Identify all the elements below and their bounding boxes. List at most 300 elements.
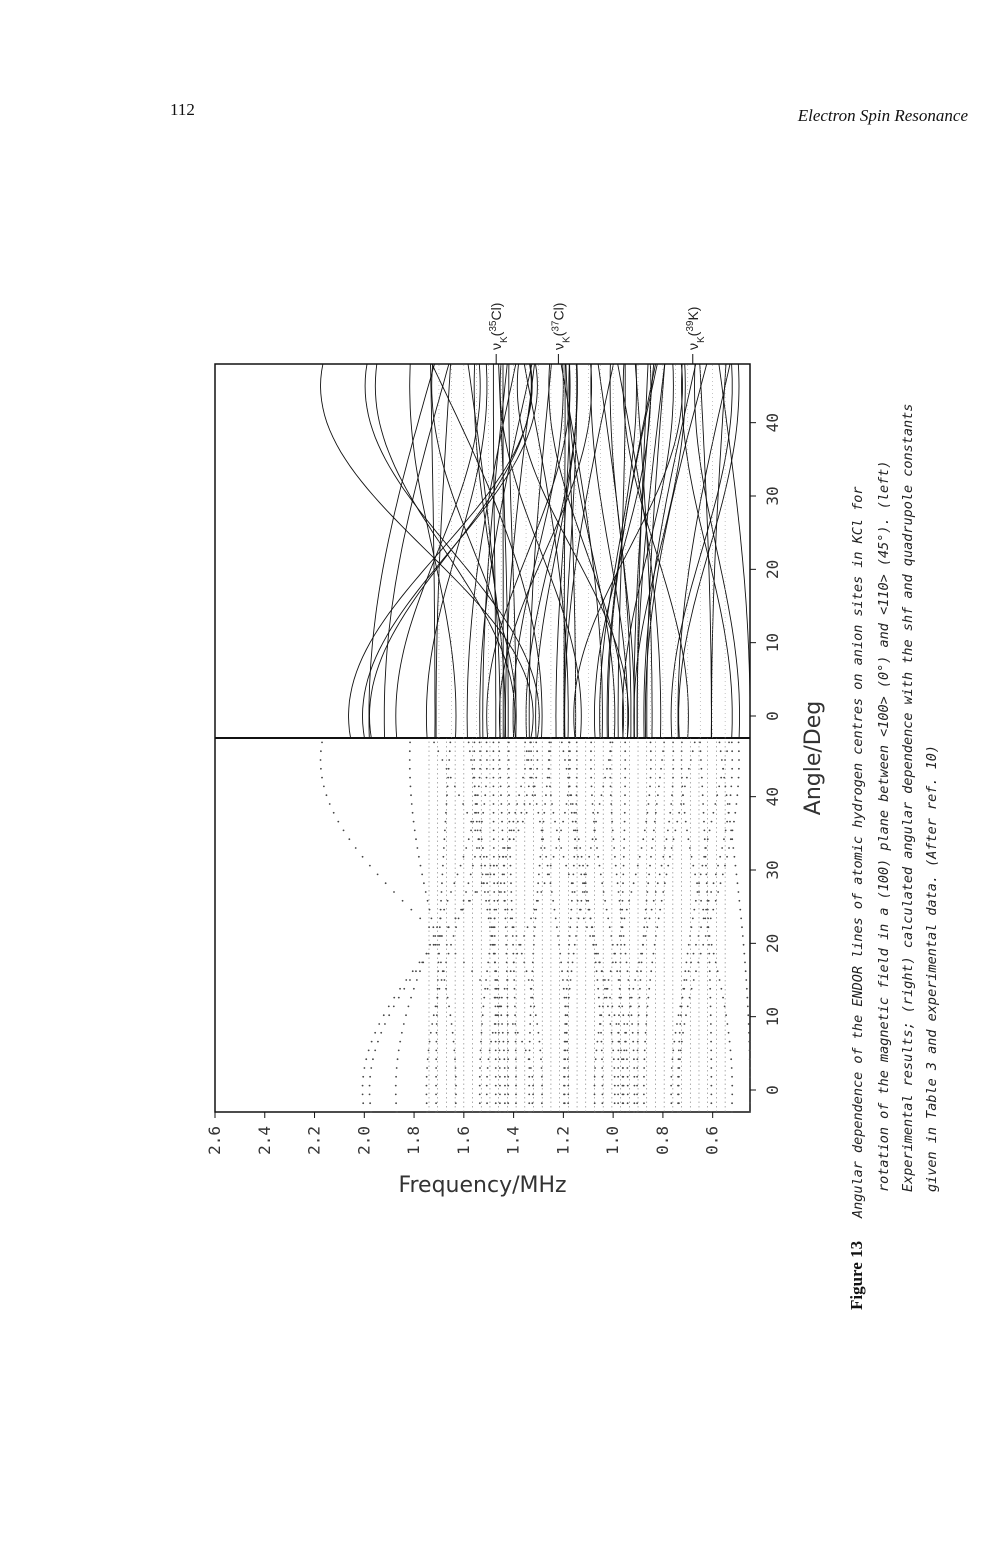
data-point (622, 874, 624, 876)
data-point (700, 900, 702, 902)
data-point (536, 750, 538, 752)
data-point (638, 962, 640, 964)
data-point (419, 962, 421, 964)
data-point (687, 838, 689, 840)
data-point (440, 909, 442, 911)
data-point (492, 1032, 494, 1034)
data-point (618, 1023, 620, 1025)
data-point (510, 882, 512, 884)
data-point (624, 750, 626, 752)
data-point (591, 794, 593, 796)
experimental-line (528, 742, 552, 1113)
data-point (607, 988, 609, 990)
data-point (579, 847, 581, 849)
data-point (517, 821, 519, 823)
data-point (535, 777, 537, 779)
data-point (669, 856, 671, 858)
data-point (719, 856, 721, 858)
data-point (529, 1041, 531, 1043)
data-point (622, 882, 624, 884)
data-point (623, 856, 625, 858)
data-point (617, 1102, 619, 1104)
data-point (554, 821, 556, 823)
data-point (548, 742, 550, 744)
data-point (610, 786, 612, 788)
data-point (622, 900, 624, 902)
data-point (486, 1102, 488, 1104)
x-axis-title: Angle/Deg (801, 700, 826, 816)
data-point (631, 997, 633, 999)
data-point (479, 1111, 481, 1113)
data-point (329, 803, 331, 805)
data-point (659, 874, 661, 876)
data-point (637, 1032, 639, 1034)
data-point (528, 1067, 530, 1069)
reference-labels (488, 303, 707, 364)
data-point (623, 935, 625, 937)
data-point (497, 900, 499, 902)
data-point (512, 944, 514, 946)
data-point (679, 1058, 681, 1060)
data-point (415, 970, 417, 972)
data-point (594, 1067, 596, 1069)
data-point (493, 821, 495, 823)
data-point (411, 803, 413, 805)
data-point (613, 1067, 615, 1069)
data-point (499, 1111, 501, 1113)
data-point (435, 1102, 437, 1104)
data-point (393, 997, 395, 999)
data-point (568, 953, 570, 955)
data-point (609, 742, 611, 744)
data-point (645, 1032, 647, 1034)
data-point (513, 970, 515, 972)
data-point (711, 821, 713, 823)
data-point (535, 742, 537, 744)
data-point (508, 759, 510, 761)
data-point (600, 874, 602, 876)
data-point (507, 1058, 509, 1060)
data-point (474, 742, 476, 744)
data-point (539, 856, 541, 858)
data-point (564, 1041, 566, 1043)
data-point (564, 812, 566, 814)
data-point (410, 794, 412, 796)
data-point (673, 1041, 675, 1043)
data-point (355, 847, 357, 849)
data-point (542, 830, 544, 832)
data-point (609, 768, 611, 770)
data-point (371, 1041, 373, 1043)
data-point (403, 1023, 405, 1025)
data-point (644, 935, 646, 937)
data-point (427, 1058, 429, 1060)
data-point (412, 970, 414, 972)
data-point (647, 882, 649, 884)
data-point (503, 874, 505, 876)
data-point (552, 900, 554, 902)
data-point (662, 856, 664, 858)
experimental-line (426, 742, 488, 1113)
data-point (478, 786, 480, 788)
y-tick-label: 1.0 (603, 1126, 623, 1155)
data-point (597, 856, 599, 858)
data-point (535, 918, 537, 920)
data-point (449, 750, 451, 752)
data-point (483, 882, 485, 884)
data-point (534, 786, 536, 788)
data-point (544, 803, 546, 805)
data-point (436, 1014, 438, 1016)
data-point (372, 1058, 374, 1060)
calculated-curve (608, 364, 655, 738)
data-point (614, 1094, 616, 1096)
data-point (401, 1032, 403, 1034)
data-point (557, 935, 559, 937)
data-point (396, 1067, 398, 1069)
data-point (472, 821, 474, 823)
data-point (703, 812, 705, 814)
data-point (599, 1006, 601, 1008)
data-point (695, 900, 697, 902)
data-point (738, 768, 740, 770)
data-point (610, 1023, 612, 1025)
data-point (396, 1111, 398, 1113)
data-point (590, 918, 592, 920)
data-point (592, 812, 594, 814)
caption-line: Experimental results; (right) calculated angular dependence with the shf and quadrupole constants (900, 403, 916, 1192)
data-point (601, 794, 603, 796)
data-point (569, 988, 571, 990)
experimental-line (719, 742, 751, 1113)
data-point (545, 794, 547, 796)
data-point (686, 962, 688, 964)
data-point (440, 962, 442, 964)
running-title: Electron Spin Resonance (797, 106, 968, 125)
data-point (608, 1014, 610, 1016)
data-point (460, 865, 462, 867)
data-point (730, 838, 732, 840)
data-point (706, 882, 708, 884)
data-point (632, 1032, 634, 1034)
data-point (622, 1111, 624, 1113)
data-point (579, 865, 581, 867)
data-point (469, 750, 471, 752)
data-point (710, 1076, 712, 1078)
data-point (560, 962, 562, 964)
data-point (514, 988, 516, 990)
data-point (643, 926, 645, 928)
data-point (515, 1041, 517, 1043)
data-point (486, 742, 488, 744)
data-point (586, 926, 588, 928)
data-point (632, 1041, 634, 1043)
data-point (528, 1111, 530, 1113)
data-point (494, 979, 496, 981)
data-point (513, 979, 515, 981)
data-point (490, 865, 492, 867)
data-point (444, 830, 446, 832)
data-point (502, 847, 504, 849)
data-point (419, 970, 421, 972)
data-point (633, 1111, 635, 1113)
data-point (566, 988, 568, 990)
data-point (595, 953, 597, 955)
data-point (543, 812, 545, 814)
data-point (627, 970, 629, 972)
page-number: 112 (170, 100, 195, 119)
data-point (505, 856, 507, 858)
data-point (485, 786, 487, 788)
data-point (747, 1014, 749, 1016)
data-point (362, 1102, 364, 1104)
data-point (377, 874, 379, 876)
y-tick-label: 0.6 (702, 1126, 722, 1155)
data-point (470, 759, 472, 761)
data-point (731, 1094, 733, 1096)
data-point (591, 786, 593, 788)
data-point (555, 847, 557, 849)
data-point (618, 891, 620, 893)
data-point (492, 768, 494, 770)
data-point (563, 1085, 565, 1087)
calculated-curve (468, 364, 500, 738)
data-point (539, 865, 541, 867)
data-point (503, 882, 505, 884)
data-point (493, 838, 495, 840)
data-point (718, 786, 720, 788)
data-point (504, 988, 506, 990)
data-point (528, 1094, 530, 1096)
data-point (730, 786, 732, 788)
data-point (496, 865, 498, 867)
data-point (441, 935, 443, 937)
data-point (597, 979, 599, 981)
data-point (435, 1006, 437, 1008)
data-point (560, 830, 562, 832)
data-point (450, 891, 452, 893)
data-point (645, 821, 647, 823)
x-tick-label: 30 (763, 486, 782, 506)
data-point (485, 900, 487, 902)
data-point (615, 962, 617, 964)
data-point (613, 847, 615, 849)
data-point (564, 1050, 566, 1052)
data-point (722, 874, 724, 876)
data-point (648, 794, 650, 796)
data-point (479, 1058, 481, 1060)
data-point (504, 900, 506, 902)
data-point (435, 1067, 437, 1069)
data-point (450, 777, 452, 779)
data-point (678, 1014, 680, 1016)
data-point (522, 821, 524, 823)
data-point (428, 1050, 430, 1052)
data-point (621, 1006, 623, 1008)
data-point (439, 918, 441, 920)
data-point (639, 856, 641, 858)
data-point (748, 1041, 750, 1043)
data-point (569, 777, 571, 779)
data-point (479, 759, 481, 761)
data-point (595, 1058, 597, 1060)
data-point (431, 1023, 433, 1025)
data-point (705, 874, 707, 876)
data-point (486, 856, 488, 858)
data-point (499, 768, 501, 770)
data-point (723, 838, 725, 840)
data-point (436, 1041, 438, 1043)
data-point (409, 759, 411, 761)
data-point (693, 979, 695, 981)
data-point (731, 768, 733, 770)
data-point (624, 821, 626, 823)
data-point (636, 1058, 638, 1060)
data-point (433, 742, 435, 744)
data-point (515, 1076, 517, 1078)
data-point (493, 874, 495, 876)
data-point (474, 777, 476, 779)
data-point (730, 794, 732, 796)
data-point (435, 1076, 437, 1078)
data-point (528, 1076, 530, 1078)
data-point (442, 865, 444, 867)
data-point (495, 970, 497, 972)
data-point (736, 874, 738, 876)
data-point (687, 1006, 689, 1008)
data-point (572, 874, 574, 876)
experimental-line (320, 742, 534, 1113)
data-point (709, 830, 711, 832)
data-point (487, 988, 489, 990)
data-point (596, 970, 598, 972)
data-point (529, 742, 531, 744)
data-point (702, 865, 704, 867)
data-point (573, 830, 575, 832)
data-point (380, 1032, 382, 1034)
data-point (504, 1094, 506, 1096)
data-point (642, 944, 644, 946)
data-point (643, 1085, 645, 1087)
data-point (452, 1032, 454, 1034)
data-point (679, 1023, 681, 1025)
data-point (487, 962, 489, 964)
data-point (715, 874, 717, 876)
data-point (505, 944, 507, 946)
data-point (617, 1032, 619, 1034)
data-point (506, 1014, 508, 1016)
data-point (670, 1102, 672, 1104)
data-point (575, 830, 577, 832)
data-point (624, 812, 626, 814)
data-point (656, 926, 658, 928)
data-point (499, 1094, 501, 1096)
data-point (541, 1076, 543, 1078)
data-point (512, 1023, 514, 1025)
data-point (743, 953, 745, 955)
data-point (564, 759, 566, 761)
data-point (486, 882, 488, 884)
data-point (582, 865, 584, 867)
data-point (526, 812, 528, 814)
data-point (633, 1058, 635, 1060)
data-point (749, 1102, 751, 1104)
data-point (569, 742, 571, 744)
data-point (684, 1023, 686, 1025)
data-point (692, 750, 694, 752)
data-point (731, 750, 733, 752)
data-point (532, 794, 534, 796)
data-point (362, 1094, 364, 1096)
calculated-curve (517, 364, 628, 738)
data-point (505, 926, 507, 928)
data-point (484, 891, 486, 893)
data-point (496, 1014, 498, 1016)
data-point (448, 1006, 450, 1008)
data-point (426, 953, 428, 955)
experimental-line (670, 742, 733, 1113)
data-point (720, 882, 722, 884)
data-point (636, 1085, 638, 1087)
data-point (598, 997, 600, 999)
data-point (571, 891, 573, 893)
data-point (408, 1006, 410, 1008)
data-point (563, 1076, 565, 1078)
data-point (661, 900, 663, 902)
data-point (526, 759, 528, 761)
data-point (595, 838, 597, 840)
data-point (537, 891, 539, 893)
data-point (667, 830, 669, 832)
data-point (511, 900, 513, 902)
data-point (731, 1076, 733, 1078)
data-point (679, 1006, 681, 1008)
data-point (493, 777, 495, 779)
data-point (678, 1050, 680, 1052)
data-point (573, 953, 575, 955)
data-point (700, 750, 702, 752)
data-point (709, 970, 711, 972)
data-point (700, 926, 702, 928)
data-point (590, 847, 592, 849)
data-point (521, 1041, 523, 1043)
data-point (672, 1058, 674, 1060)
data-point (615, 865, 617, 867)
data-point (619, 988, 621, 990)
data-point (576, 847, 578, 849)
data-point (487, 874, 489, 876)
data-point (450, 944, 452, 946)
data-point (599, 865, 601, 867)
data-point (566, 979, 568, 981)
data-point (650, 750, 652, 752)
data-point (616, 944, 618, 946)
data-point (369, 1102, 371, 1104)
data-point (593, 821, 595, 823)
y-tick-label: 2.4 (254, 1126, 274, 1155)
data-point (611, 812, 613, 814)
data-point (453, 1050, 455, 1052)
data-point (320, 768, 322, 770)
data-point (499, 1058, 501, 1060)
data-point (576, 830, 578, 832)
data-point (426, 1111, 428, 1113)
data-point (547, 865, 549, 867)
data-point (418, 856, 420, 858)
data-point (447, 997, 449, 999)
data-point (441, 882, 443, 884)
data-point (499, 1085, 501, 1087)
